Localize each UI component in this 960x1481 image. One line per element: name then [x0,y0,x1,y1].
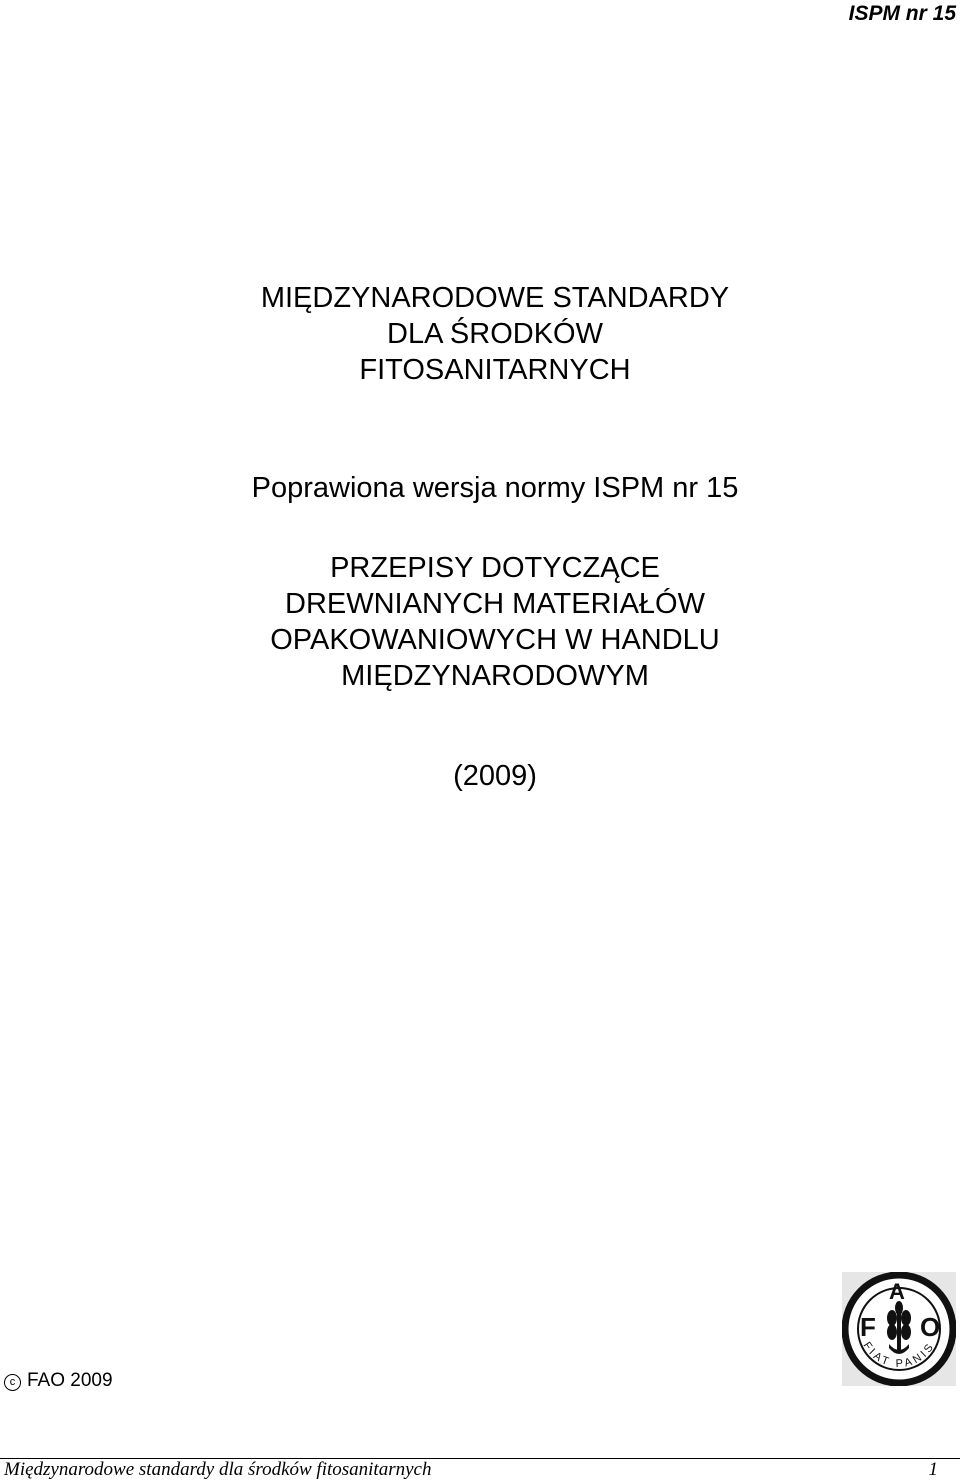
publication-year: (2009) [453,760,537,792]
running-header: ISPM nr 15 [848,2,956,25]
standard-title-line: MIĘDZYNARODOWE STANDARDY [260,282,730,314]
specification-title-line: MIĘDZYNARODOWYM [341,660,649,692]
copyright-notice [4,1370,113,1392]
specification-title-line: PRZEPISY DOTYCZĄCE [330,552,660,584]
specification-title-line: OPAKOWANIOWYCH W HANDLU [270,624,720,656]
specification-title [0,550,960,694]
logo-letter-o: O [920,1312,941,1342]
fao-emblem-icon [842,1272,956,1386]
logo-letter-f: F [860,1312,876,1342]
logo-motto: FIAT PANIS [860,1339,938,1370]
standard-title [0,280,960,388]
logo-letter-a: A [889,1279,905,1304]
footer-title: Międzynarodowe standardy dla środków fitosanitarnych [4,1459,432,1480]
copyright-text: FAO 2009 [27,1370,113,1391]
revision-subtitle: Poprawiona wersja normy ISPM nr 15 [251,472,739,504]
page-number: 1 [928,1459,938,1480]
standard-title-line: FITOSANITARNYCH [359,354,631,386]
specification-title-line: DREWNIANYCH MATERIAŁÓW [285,588,705,620]
fao-logo [842,1272,956,1386]
copyright-icon: c [4,1374,21,1391]
standard-title-line: DLA ŚRODKÓW [387,318,603,350]
